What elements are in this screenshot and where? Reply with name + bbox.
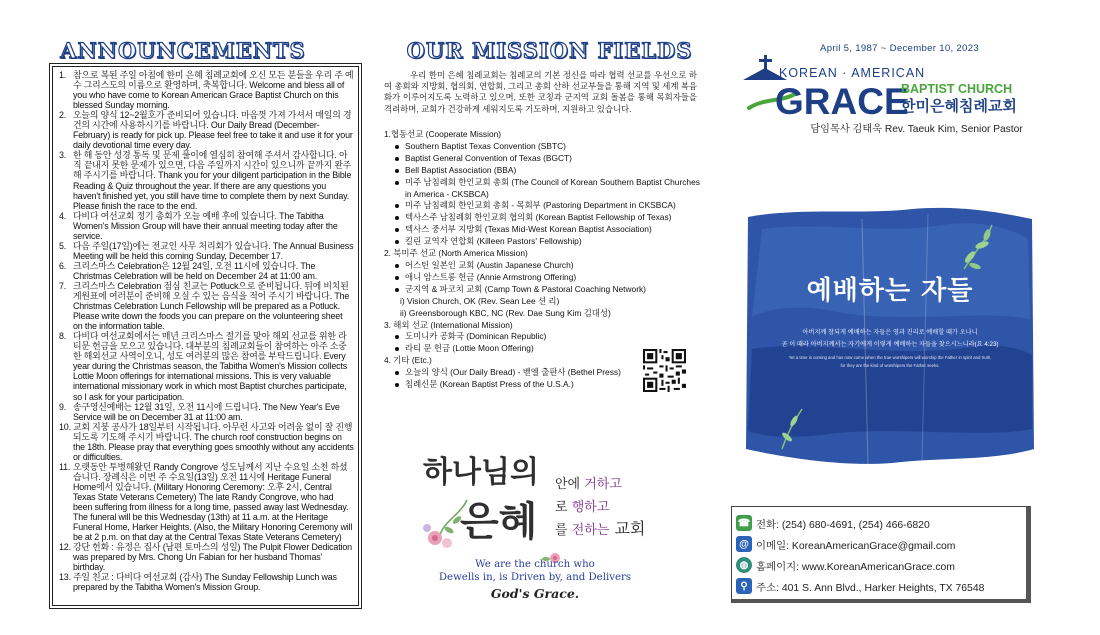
cover-verse-ko-2: 곧 이 때라 아버지께서는 자기에게 이렇게 예배하는 자들을 찾으시느니라(요 4:23) <box>781 341 999 348</box>
logo-main: GRACE <box>775 81 909 120</box>
contact-email-text: 이메일: KoreanAmericanGrace@gmail.com <box>756 540 956 552</box>
announcement-number: 2. <box>59 110 67 121</box>
announcement-text: 다비다 여선교회 정기 총회가 오늘 예배 후에 있습니다. The Tabitha Women's Mission Group will have their annual meeting today after the service. <box>73 210 338 241</box>
mission-item: 미주 남침례회 한인교회 총회 (The Council of Korean Southern Baptist Churches in America - CKSBCA) <box>384 177 704 201</box>
announcement-item <box>59 402 354 422</box>
announcement-text: 참으로 복된 주일 아침에 한미 은혜 침례교회에 오신 모든 분들을 우리 주 예수 그리스도의 이름으로 환영하며, 축복합니다. Welcome and bless all of you who have come to Korean American Grace Baptist Church on this blessed Sunday morning. <box>73 70 354 111</box>
mission-item: 텍사스주 남침례회 한인교회 협의회 (Korean Baptist Fellowship of Texas) <box>384 212 704 224</box>
contact-web[interactable] <box>736 556 955 574</box>
mission-item: 라티 문 헌금 (Lottie Moon Offering) <box>384 343 704 355</box>
mission-category: 3. 해외 선교 (International Mission) <box>384 319 513 330</box>
announcements-title: ANNOUNCEMENTS <box>60 38 306 63</box>
art-phrase1: 안에 거하고 <box>555 477 622 492</box>
announcement-text: 한 해 동안 성경 통독 및 문제 풀이에 열심히 참여해 주셔서 감사합니다. 아직 끝내지 못한 문제가 있으면, 다음 주일까지 시간이 있으니까 끝까지 완주해 주시기를 바랍니다. Thank you for your diligent participation in the Bible Reading & Quiz throughout the year. If there are any questions you haven't finished yet, you still have time to complete them by next Sunday. Please finish the race to the end. <box>73 150 352 211</box>
announcement-text: 다비다 여선교회에서는 매년 크리스마스 절기를 맞아 해외 선교를 위한 라티문 헌금을 모으고 있습니다. 대부분의 침례교회들이 참여하는 아주 소중한 해외선교 사역이오니, 성도 여러분의 많은 참여를 부탁드립니다. Every year during the Christmas season, the Tabitha Women's Mission collects Lottie Moon offerings for international missions. This is very valuable international missionary work in which most Baptist churches participate, so I ask for your participation. <box>73 331 348 402</box>
cover-verse-en-1: Yet a time is coming and has now come when the true worshipers will worship the Father in spirit and truth, <box>788 355 992 360</box>
announcement-number: 8. <box>59 331 67 342</box>
announcement-number: 6. <box>59 260 67 271</box>
church-logo <box>735 50 1035 120</box>
contact-address-text: 주소: 401 S. Ann Blvd., Harker Heights, TX 76548 <box>756 582 985 594</box>
announcement-number: 5. <box>59 240 67 251</box>
mission-intro: 우리 한미 은혜 침례교회는 침례교의 기본 정신을 따라 협력 선교를 우선으로 하여 총회와 지방회, 협의회, 연합회, 그리고 총회 산하 선교부들을 통해 지역 및 세계 복음화가 이루어지도록 노력하고 있으며, 또한 코칭과 군지역 교회 돌봄을 통해 목회자들을 격려하며, 교회가 건강하게 세워지도록 기도하며, 지원하고 있습니다. <box>384 70 697 114</box>
contact-email[interactable] <box>736 535 955 553</box>
mission-category: 2. 북미주 선교 (North America Mission) <box>384 248 528 259</box>
announcement-number: 9. <box>59 401 67 412</box>
announcement-item <box>59 331 354 401</box>
announcement-text: 오랫동안 투병해왔던 Randy Congrove 성도님께서 지난 수요일 소천 하셨습니다. 장례식은 이번 주 수요일(13일) 오전 11시에 Heritage Funeral Home에서 있습니다. (Military Honoring Ceremony: 오후 2시, Central Texas State Veterans Cemetery) The late Randy Congrove, who had been suffering from illness for a long time, passed away last Wednesday. The funeral will be this Wednesday (13th) at 11 a.m. at the Heritage Funeral Home, Harker Heights. (Also, the Military Honoring Ceremony will be at 2 p.m. on that day at the Central Texas State Veterans Cemetery) <box>73 461 353 543</box>
mission-item: 도미니카 공화국 (Dominican Republic) <box>384 331 704 343</box>
announcement-text: 강단 헌화 : 유정은 집사 (남편 토마스의 성일) The Pulpit Flower Dedication was prepared by Mrs. Chong Un Fabian for her husband Thomas' birthday. <box>73 542 352 573</box>
cover-title: 예배하는 자들 <box>806 276 974 306</box>
announcement-item <box>59 70 354 110</box>
mission-item: 킬린 교역자 연합회 (Killeen Pastors' Fellowship) <box>384 236 704 248</box>
qr-code[interactable] <box>643 349 686 392</box>
announcement-number: 4. <box>59 210 67 221</box>
phone-icon: ☎ <box>736 515 752 531</box>
contact-phone[interactable] <box>736 514 930 532</box>
tagline-english <box>380 558 690 584</box>
announcement-text: 오늘의 양식 12~2월호가 준비되어 있습니다. 마음껏 가져 가셔서 매일의 경건의 시간에 사용하시기를 바랍니다. Our Daily Bread (December-February) is ready for pick up. Please feel free to take it and use it for your daily devotional time every day. <box>73 110 353 151</box>
contact-phone-text: 전화: (254) 680-4691, (254) 466-6820 <box>756 519 930 531</box>
announcement-number: 11. <box>59 461 71 472</box>
announcement-item <box>59 211 354 241</box>
email-icon: @ <box>736 536 752 552</box>
location-pin-icon: ⚲ <box>736 578 752 594</box>
art-big-line1: 하나님의 <box>423 455 539 490</box>
mission-item: 미주 남침례회 한인교회 총회 - 목회부 (Pastoring Department in CKSBCA) <box>384 200 704 212</box>
announcements-list <box>59 70 354 592</box>
announcement-item <box>59 241 354 261</box>
announcement-item <box>59 462 354 542</box>
mission-item: 오늘의 양식 (Our Daily Bread) - 벧엘 출판사 (Bethel Press) <box>384 367 704 379</box>
grace-calligraphy-art <box>405 440 680 570</box>
announcement-item <box>59 110 354 150</box>
announcement-text: 주일 친교 : 다비다 여선교회 (감사) The Sunday Fellowship Lunch was prepared by the Tabitha Women's Mission Group. <box>73 572 337 593</box>
tagline-line1: We are the church who <box>475 559 595 570</box>
announcement-number: 1. <box>59 70 67 80</box>
mission-item: 애니 암스트롱 헌금 (Annie Armstrong Offering) <box>384 272 704 284</box>
mission-item: 어스틴 일본인 교회 (Austin Japanese Church) <box>384 260 704 272</box>
announcement-text: 크리스마스 Celebration은 12월 24일, 오전 11시에 있습니다. The Christmas Celebration will be held on December 24 at 11:00 am. <box>73 260 318 281</box>
contact-web-text: 홈페이지: www.KoreanAmericanGrace.com <box>756 561 955 573</box>
mission-item: Bell Baptist Association (BBA) <box>384 165 704 177</box>
announcement-number: 10. <box>59 421 71 432</box>
cover-verse-en-2: for they are the kind of worshipers the Father seeks. <box>840 363 940 368</box>
announcement-number: 13. <box>59 572 71 583</box>
mission-item: 군지역 & 파코치 교회 (Camp Town & Pastoral Coaching Network) <box>384 284 704 296</box>
announcement-item <box>59 261 354 281</box>
announcement-item <box>59 281 354 331</box>
mission-item: 텍사스 중서부 지방회 (Texas Mid-West Korean Baptist Association) <box>384 224 704 236</box>
cover-verse-ko-1: 아버지께 참되게 예배하는 자들은 영과 진리로 예배할 때가 오나니 <box>802 329 978 336</box>
mission-category: 4. 기타 (Etc.) <box>384 355 432 366</box>
tagline-line2: Dewells in, is Driven by, and Delivers <box>438 572 632 583</box>
announcement-item <box>59 572 354 592</box>
mission-subitem: ii) Greensborough KBC, NC (Rev. Dae Sung Kim 김대성) <box>400 307 611 318</box>
announcement-number: 3. <box>59 150 67 161</box>
announcement-text: 크리스마스 Celebration 점심 친교는 Potluck으로 준비됩니다. 뒤에 비치된 게원표에 여러분이 준비해 오실 수 있는 음식을 적어 주시기 바랍니다. The Christmas Celebration Lunch Fellowship will be prepared as a Potluck. Please write down the foods you can prepare on the volunteering sheet on the information table. <box>73 280 350 332</box>
art-big-line2: 은혜 <box>460 498 538 545</box>
mission-subitem: i) Vision Church, OK (Rev. Sean Lee 션 리) <box>400 295 560 306</box>
announcement-number: 7. <box>59 280 67 291</box>
globe-icon: ◍ <box>736 557 752 573</box>
announcement-text: 다음 주일(17일)에는 전교인 사무 처리회가 있습니다. The Annual Business Meeting will be held this coming Sunday, December 17. <box>73 240 354 261</box>
mission-title: OUR MISSION FIELDS <box>406 38 693 63</box>
art-phrase3: 를 전하는 교회 <box>555 519 646 538</box>
tagline-gods-grace: God's Grace. <box>490 586 580 601</box>
logo-sub2: 한미은혜침례교회 <box>901 97 1017 115</box>
announcement-item <box>59 150 354 210</box>
announcements-box <box>52 66 359 606</box>
announcement-text: 송구영신예배는 12월 31일, 오전 11시에 드립니다. The New Year's Eve Service will be on December 31 at 11:00 am. <box>73 401 340 422</box>
announcement-number: 12. <box>59 542 71 553</box>
mission-item: 침례신문 (Korean Baptist Press of the U.S.A.) <box>384 379 704 391</box>
logo-top: KOREAN · AMERICAN <box>779 66 926 80</box>
logo-sub1: BAPTIST CHURCH <box>901 82 1013 96</box>
mission-item: Baptist General Convention of Texas (BGCT) <box>384 153 704 165</box>
mission-item: Southern Baptist Texas Convention (SBTC) <box>384 141 704 153</box>
announcement-text: 교회 지붕 공사가 18일부터 시작됩니다. 아무런 사고와 어려움 없이 잘 진행되도록 기도해 주시기 바랍니다. The church roof construction begins on the 18th. Please pray that everything goes smoothly without any accidents or difficulties. <box>73 421 354 462</box>
art-phrase2: 로 행하고 <box>555 500 610 515</box>
mission-category: 1.협동선교 (Cooperate Mission) <box>384 129 502 139</box>
senior-pastor: 담임목사 김태욱 Rev. Taeuk Kim, Senior Pastor <box>810 124 1023 135</box>
church-dates: April 5, 1987 ~ December 10, 2023 <box>820 43 979 54</box>
contact-address <box>736 577 984 595</box>
announcement-item <box>59 422 354 462</box>
announcement-item <box>59 542 354 572</box>
